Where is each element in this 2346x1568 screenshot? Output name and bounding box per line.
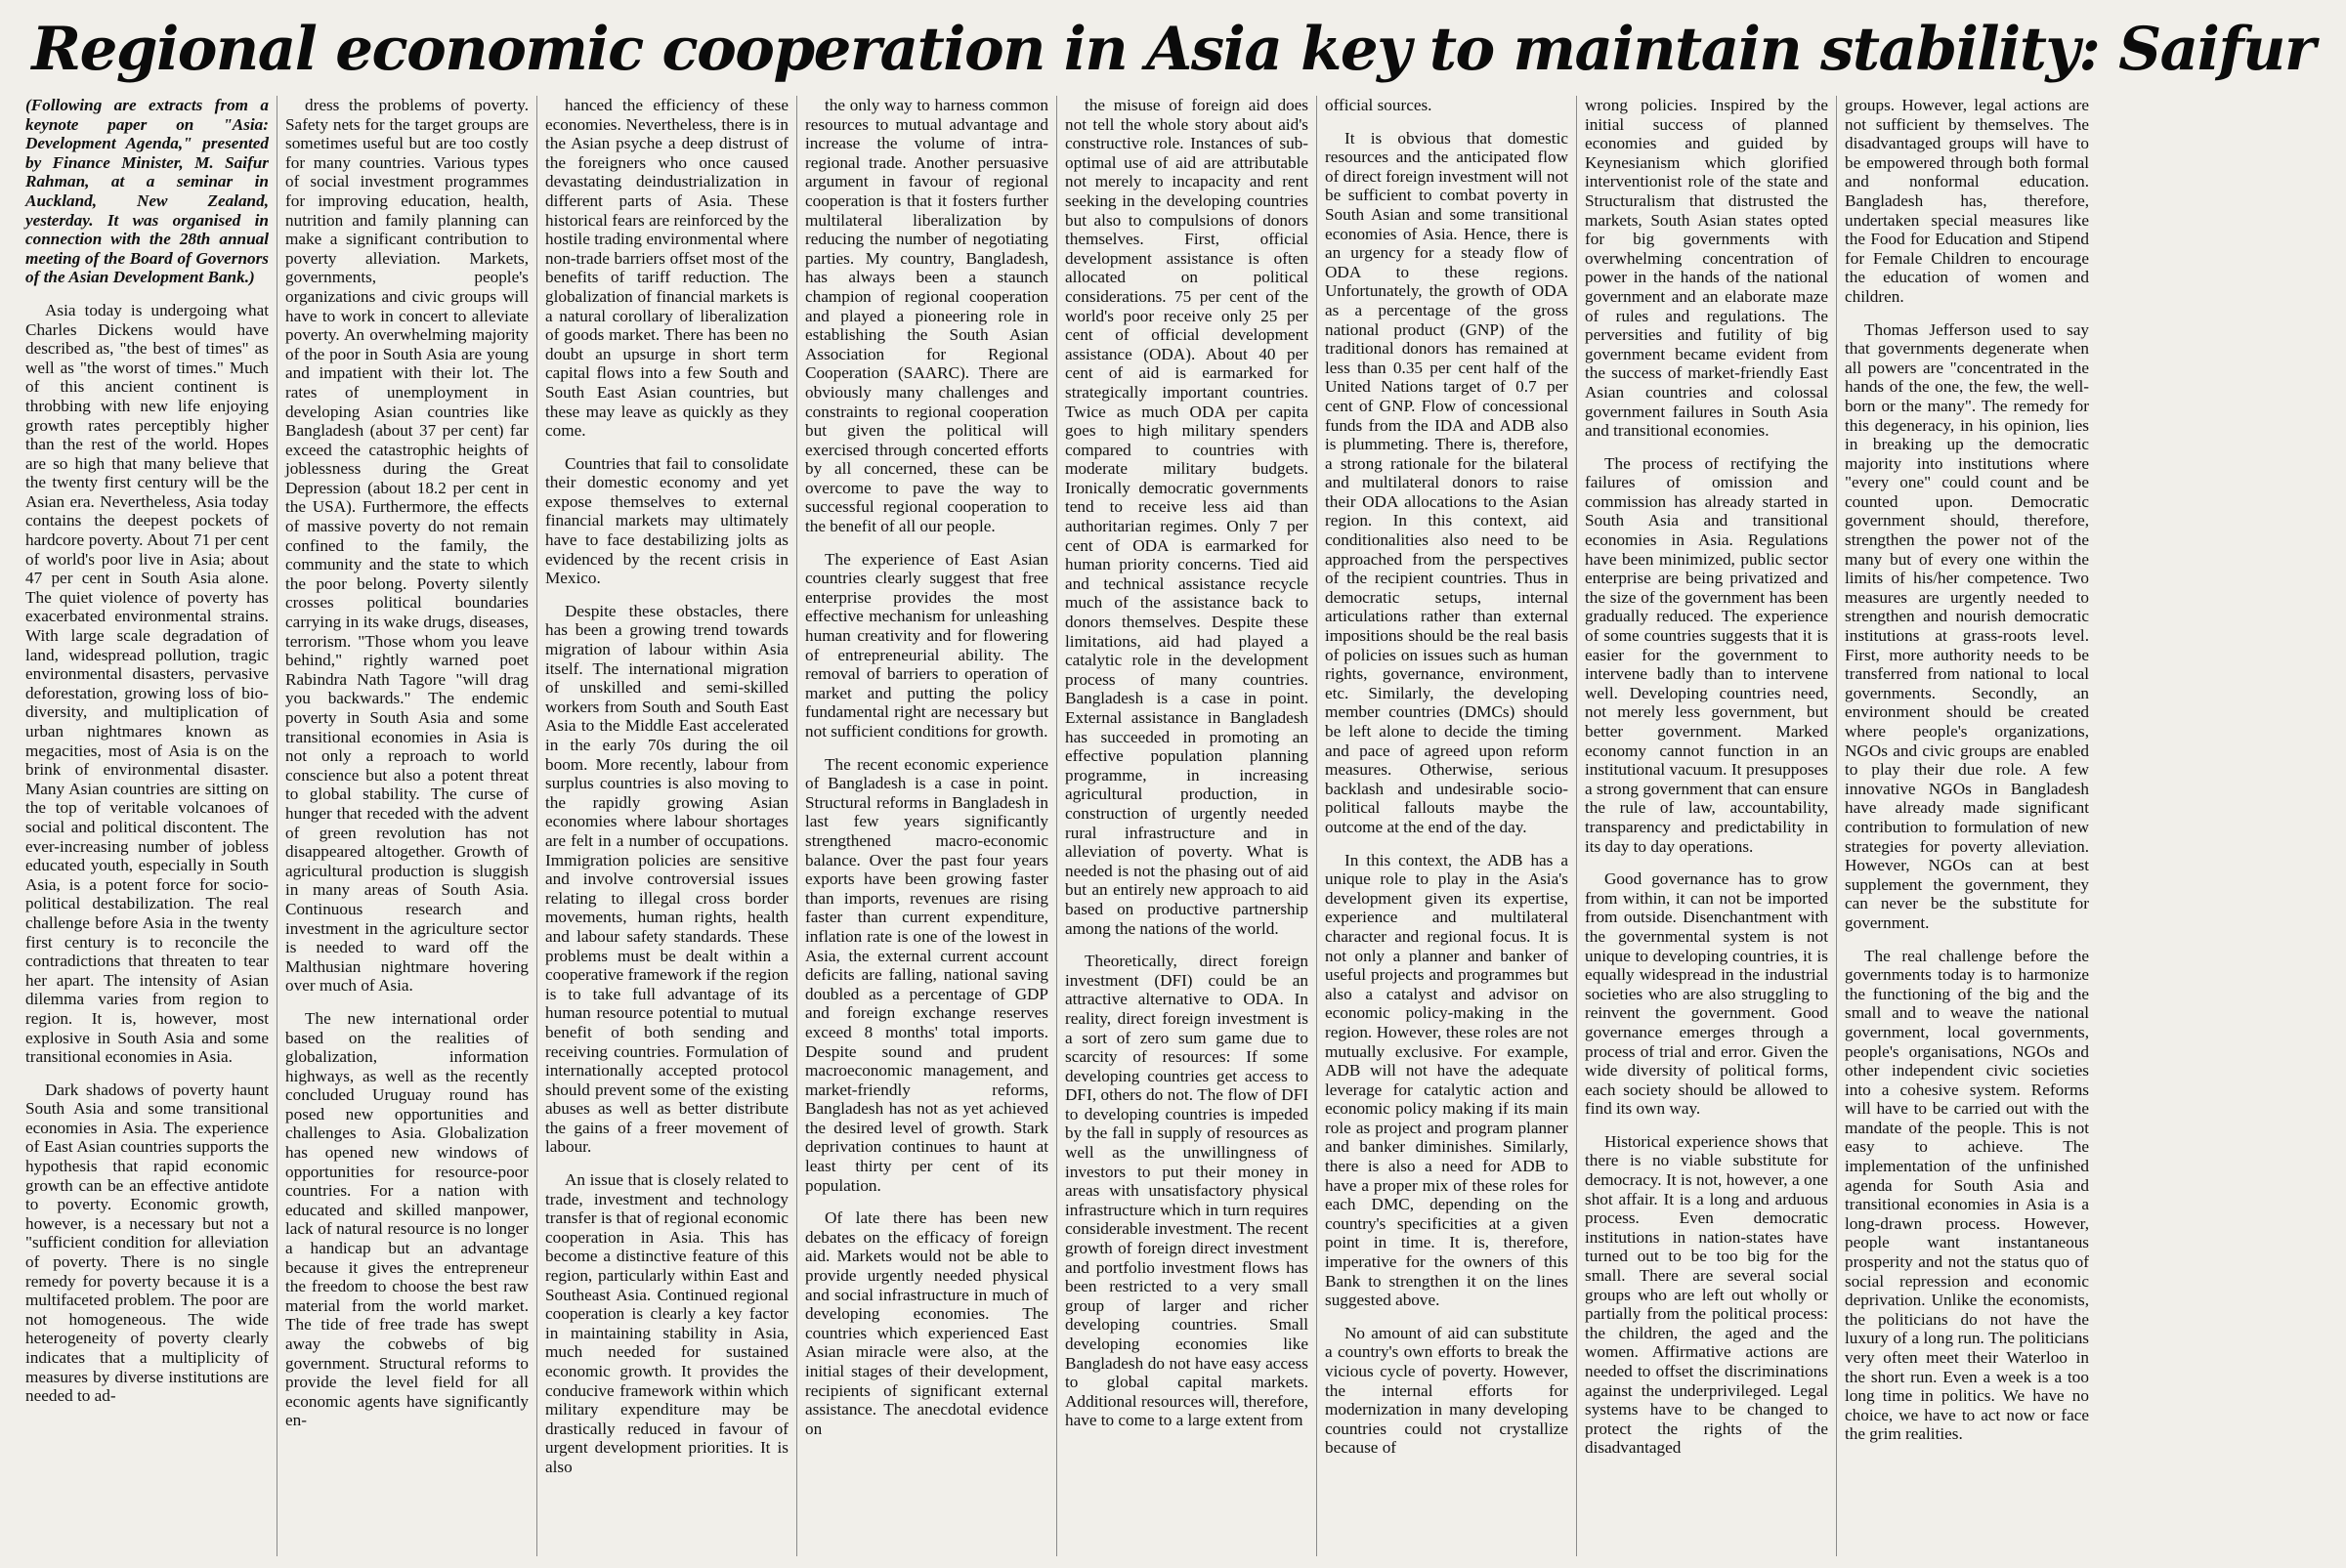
headline: Regional economic cooperation in Asia key to maintain stability: Saifur [31, 15, 2315, 84]
paragraph: dress the problems of poverty. Safety nets for the target groups are sometimes useful but are too costly for many countries. Various types of social investment programmes for improving education, health, nutrition and family planning can make a significant contribution to poverty alleviation. Markets, governments, people's organizations and civic groups will have to work in concert to alleviate poverty. An overwhelming majority of the poor in South Asia are young and impatient with their lot. The rates of unemployment in developing Asian countries like Bangladesh (about 37 per cent) far exceed the catastrophic heights of joblessness during the Great Depression (about 18.2 per cent in the USA). Furthermore, the effects of massive poverty do not remain confined to the family, the community and the state to which the poor belong. Poverty silently crosses political boundaries carrying in its wake drugs, diseases, terrorism. "Those whom you leave behind," rightly warned poet Rabindra Nath Tagore "will drag you backwards." The endemic poverty in South Asia and some transitional economies in Asia is not only a reproach to world conscience but also a potent threat to global stability. The curse of hunger that receded with the advent of green revolution has not disappeared altogether. Growth of agricultural production is sluggish in many areas of South Asia. Continuous research and investment in the agriculture sector is needed to ward off the Malthusian nightmare hovering over much of Asia. [285, 96, 529, 996]
paragraph: Asia today is undergoing what Charles Dickens would have described as, "the best of times" as well as "the worst of times." Much of this ancient continent is throbbing with new life enjoying growth rates perceptibly higher than the rest of the world. Hopes are so high that many believe that the twenty first century will be the Asian era. Nevertheless, Asia today contains the deepest pockets of hardcore poverty. About 71 per cent of world's poor live in Asia; about 47 per cent in South Asia alone. The quiet violence of poverty has exacerbated environmental strains. With large scale degradation of land, widespread pollution, tragic environmental disasters, pervasive deforestation, growing loss of bio-diversity, and multiplication of urban nightmares known as megacities, most of Asia is on the brink of environmental disaster. Many Asian countries are sitting on the top of veritable volcanoes of social and political discontent. The ever-increasing number of jobless educated youth, especially in South Asia, is a potent force for socio-political destabilization. The real challenge before Asia in the twenty first century is to reconcile the contradictions that threaten to tear her apart. The intensity of Asian dilemma varies from region to region. It is, however, most explosive in South Asia and some transitional economies in Asia. [25, 300, 269, 1067]
paragraph: The process of rectifying the failures of omission and commission has already started in South Asia and transitional economies in Asia. Regulations have been minimized, public sector enterprise are being privatized and the size of the government has been gradually reduced. The experience of some countries suggests that it is easier for the government to intervene badly than to intervene well. Developing countries need, not merely less government, but better government. Marked economy cannot function in an institutional vacuum. It presupposes a strong government that can ensure the rule of law, accountability, transparency and predictability in its day to day operations. [1585, 453, 1828, 856]
paragraph: the misuse of foreign aid does not tell the whole story about aid's constructive role. Instances of sub-optimal use of aid are attributable not merely to incapacity and rent seeking in the developing countries but also to compulsions of donors themselves. First, official development assistance is often allocated on political considerations. 75 per cent of the world's poor receive only 25 per cent of official development assistance (ODA). About 40 per cent of aid is earmarked for strategically important countries. Twice as much ODA per capita goes to high military spenders compared to countries with moderate military budgets. Ironically democratic governments tend to receive less aid than authoritarian regimes. Only 7 per cent of ODA is earmarked for human priority concerns. Tied aid and technical assistance recycle much of the assistance back to donors themselves. Despite these limitations, aid had played a catalytic role in the development process of many countries. Bangladesh is a case in point. External assistance in Bangladesh has succeeded in promoting an effective population planning programme, in increasing agricultural production, in construction of urgently needed rural infrastructure and in alleviation of poverty. What is needed is not the phasing out of aid but an entirely new approach to aid based on productive partnership among the nations of the world. [1065, 96, 1308, 938]
paragraph: An issue that is closely related to trade, investment and technology transfer is that of regional economic cooperation in Asia. This has become a distinctive feature of this region, particularly within East and Southeast Asia. Continued regional cooperation is clearly a key factor in maintaining stability in Asia, much needed for sustained economic growth. It provides the conducive framework within which military expenditure may be drastically reduced in favour of urgent development priorities. It is also [545, 1170, 789, 1476]
paragraph: Historical experience shows that there is no viable substitute for democracy. It is not, however, a one shot affair. It is a long and arduous process. Even democratic institutions in nation-states have turned out to be too big for the small. There are several social groups who are left out wholly or partially from the political process: the children, the aged and the women. Affirmative actions are needed to offset the discriminations against the underprivileged. Legal systems have to be changed to protect the rights of the disadvantaged [1585, 1131, 1828, 1458]
article-column-6 [1317, 96, 1577, 1556]
paragraph: The recent economic experience of Bangladesh is a case in point. Structural reforms in Bangladesh in last few years significantly strengthened macro-economic balance. Over the past four years exports have been growing faster than imports, revenues are rising faster than current expenditure, inflation rate is one of the lowest in Asia, the external current account deficits are falling, national saving doubled as a percentage of GDP and foreign exchange reserves exceed 8 months' total imports. Despite sound and prudent macroeconomic management, and market-friendly reforms, Bangladesh has not as yet achieved the desired level of growth. Stark deprivation continues to haunt at least thirty per cent of its population. [805, 754, 1048, 1195]
paragraph: Thomas Jefferson used to say that governments degenerate when all powers are "concentrated in the hands of the one, the few, the well-born or the many". The remedy for this degeneracy, in his opinion, lies in breaking up the democratic majority into institutions where "every one" could count and be counted upon. Democratic government should, therefore, strengthen the power not of the many but of every one within the limits of his/her competence. Two measures are urgently needed to strengthen and nourish democratic institutions at grass-roots level. First, more authority needs to be transferred from national to local governments. Secondly, an environment should be created where people's organizations, NGOs and civic groups are enabled to play their due role. A few innovative NGOs in Bangladesh have already made significant contribution to formulation of new strategies for poverty alleviation. However, NGOs can at best supplement the government, they can never be the substitute for government. [1845, 319, 2089, 932]
article-column-5 [1057, 96, 1317, 1556]
paragraph: the only way to harness common resources to mutual advantage and increase the volume of intra-regional trade. Another persuasive argument in favour of regional cooperation is that it fosters further multilateral liberalization by reducing the number of negotiating parties. My country, Bangladesh, has always been a staunch champion of regional cooperation and played a pioneering role in establishing the South Asian Association for Regional Cooperation (SAARC). There are obviously many challenges and constraints to regional cooperation but given the political will exercised through concerted efforts by all concerned, these can be overcome to pave the way to successful regional cooperation to the benefit of all our people. [805, 96, 1048, 536]
paragraph: wrong policies. Inspired by the initial success of planned economies and guided by Keynesianism which glorified interventionist role of the state and Structuralism that distrusted the markets, South Asian states opted for big governments with overwhelming concentration of power in the hands of the national government and an elaborate maze of rules and regulations. The perversities and futility of big government became evident from the success of market-friendly East Asian countries and colossal government failures in South Asia and transitional economies. [1585, 96, 1828, 441]
paragraph: In this context, the ADB has a unique role to play in the Asia's development given its expertise, experience and multilateral character and regional focus. It is not only a planner and banker of useful projects and programmes but also a catalyst and advisor on economic policy-making in the region. However, these roles are not mutually exclusive. For example, ADB will not have the adequate leverage for catalytic action and economic policy making if its main role as project and program planner and banker diminishes. Similarly, there is also a need for ADB to have a proper mix of these roles for each DMC, depending on the country's specificities at a given point in time. It is, therefore, imperative for the owners of this Bank to strengthen it on the lines suggested above. [1325, 850, 1568, 1310]
article-columns [18, 96, 2328, 1556]
paragraph: Countries that fail to consolidate their domestic economy and yet expose themselves to external financial markets may ultimately have to face destabilizing jolts as evidenced by the recent crisis in Mexico. [545, 453, 789, 588]
paragraph: groups. However, legal actions are not sufficient by themselves. The disadvantaged groups will have to be empowered through both formal and nonformal education. Bangladesh has, therefore, undertaken special measures like the Food for Education and Stipend for Female Children to encourage the education of women and children. [1845, 96, 2089, 306]
paragraph: The real challenge before the governments today is to harmonize the functioning of the big and the small and to weave the national government, local governments, people's organisations, NGOs and other independent civic societies into a cohesive system. Reforms will have to be carried out with the mandate of the people. This is not easy to achieve. The implementation of the unfinished agenda for South Asia and transitional economies in Asia is a long-drawn process. However, people want instantaneous prosperity and not the status quo of social repression and economic deprivation. Unlike the economists, the politicians do not have the luxury of a long run. The politicians very often meet their Waterloo in the short run. Even a week is a too long time in politics. We have no choice, we have to act now or face the grim realities. [1845, 946, 2089, 1444]
article-column-2 [277, 96, 537, 1556]
paragraph: It is obvious that domestic resources and the anticipated flow of direct foreign investment will not be sufficient to combat poverty in South Asian and some transitional economies of Asia. Hence, there is an urgency for a steady flow of ODA to these regions. Unfortunately, the growth of ODA as a percentage of the gross national product (GNP) of the traditional donors has remained at less than 0.35 per cent half of the United Nations target of 0.7 per cent of GNP. Flow of concessional funds from the IDA and ADB also is plummeting. There is, therefore, a strong rationale for the bilateral and multilateral donors to raise their ODA allocations to the Asian region. In this context, aid conditionalities also need to be approached from the perspectives of the recipient countries. Thus in democratic setups, internal articulations rather than external impositions should be the real basis of policies on issues such as human rights, governance, environment, etc. Similarly, the developing member countries (DMCs) should be left alone to decide the timing and pace of agreed upon reform measures. Otherwise, serious backlash and undesirable socio-political fallouts maybe the outcome at the end of the day. [1325, 128, 1568, 836]
paragraph: Despite these obstacles, there has been a growing trend towards migration of labour within Asia itself. The international migration of unskilled and semi-skilled workers from South and South East Asia to the Middle East accelerated in the early 70s during the oil boom. More recently, labour from surplus countries is also moving to the rapidly growing Asian economies where labour shortages are felt in a number of occupations. Immigration policies are sensitive and involve controversial issues relating to illegal cross border movements, human rights, health and labour safety standards. These problems must be dealt within a cooperative framework if the region is to take full advantage of its human resource potential to mutual benefit of both sending and receiving countries. Formulation of internationally accepted protocol should prevent some of the existing abuses as well as better distribute the gains of a freer movement of labour. [545, 601, 789, 1157]
paragraph: Of late there has been new debates on the efficacy of foreign aid. Markets would not be able to provide urgently needed physical and social infrastructure in much of developing economies. The countries which experienced East Asian miracle were also, at the initial stages of their development, recipients of significant external assistance. The anecdotal evidence on [805, 1208, 1048, 1438]
paragraph: Dark shadows of poverty haunt South Asia and some transitional economies in Asia. The experience of East Asian countries supports the hypothesis that rapid economic growth can be an effective antidote to poverty. Economic growth, however, is a necessary but not a "sufficient condition for alleviation of poverty. There is no single remedy for poverty because it is a multifaceted problem. The poor are not homogeneous. The wide heterogeneity of poverty clearly indicates that a multiplicity of measures by diverse institutions are needed to ad- [25, 1080, 269, 1406]
paragraph: official sources. [1325, 96, 1432, 114]
article-column-3 [537, 96, 797, 1556]
paragraph: hanced the efficiency of these economies. Nevertheless, there is in the Asian psyche a deep distrust of the foreigners who once caused devastating deindustrialization in different parts of Asia. These historical fears are reinforced by the hostile trading environmental where non-trade barriers offset most of the benefits of tariff reduction. The globalization of financial markets is a natural corollary of liberalization of goods market. There has been no doubt an upsurge in short term capital flows into a few South and South East Asian countries, but these may leave as quickly as they come. [545, 96, 789, 441]
article-column-8 [1837, 96, 2097, 1556]
paragraph: No amount of aid can substitute a country's own efforts to break the vicious cycle of poverty. However, the internal efforts for modernization in many developing countries could not crystallize because of [1325, 1323, 1568, 1458]
article-column-7 [1577, 96, 1837, 1556]
editor-note: (Following are extracts from a keynote paper on "Asia: Development Agenda," presented by Finance Minister, M. Saifur Rahman, at a seminar in Auckland, New Zealand, yesterday. It was organised in connection with the 28th annual meeting of the Board of Governors of the Asian Development Bank.) [25, 96, 269, 287]
paragraph: The new international order based on the realities of globalization, information highways, as well as the recently concluded Uruguay round has posed new opportunities and challenges to Asia. Globalization has opened new windows of opportunities for resource-poor countries. For a nation with educated and skilled manpower, lack of natural resource is no longer a handicap but an advantage because it gives the entrepreneur the freedom to choose the best raw material from the world market. The tide of free trade has swept away the cobwebs of big government. Structural reforms to provide the level field for all economic agents have significantly en- [285, 1008, 529, 1430]
paragraph: Good governance has to grow from within, it can not be imported from outside. Disenchantment with the governmental system is not unique to developing countries, it is equally widespread in the industrial societies who are also struggling to reinvent the government. Good governance emerges through a process of trial and error. Given the wide diversity of political forms, each society should be allowed to find its own way. [1585, 869, 1828, 1119]
paragraph: The experience of East Asian countries clearly suggest that free enterprise provides the most effective mechanism for unleashing human creativity and for flowering of entrepreneurial ability. The removal of barriers to operation of market and putting the policy fundamental right are necessary but not sufficient conditions for growth. [805, 549, 1048, 741]
paragraph: Theoretically, direct foreign investment (DFI) could be an attractive alternative to ODA. In reality, direct foreign investment is a sort of zero sum game due to scarcity of resources: If some developing countries get access to DFI, others do not. The flow of DFI to developing countries is impeded by the fall in supply of resources as well as the unwillingness of investors to put their money in areas with unsatisfactory physical infrastructure which in turn requires considerable investment. The recent growth of foreign direct investment and portfolio investment flows has been restricted to a very small group of larger and richer developing countries. Small developing economies like Bangladesh do not have easy access to global capital markets. Additional resources will, therefore, have to come to a large extent from [1065, 952, 1308, 1430]
article-column-4 [797, 96, 1057, 1556]
article-column-1 [18, 96, 277, 1556]
